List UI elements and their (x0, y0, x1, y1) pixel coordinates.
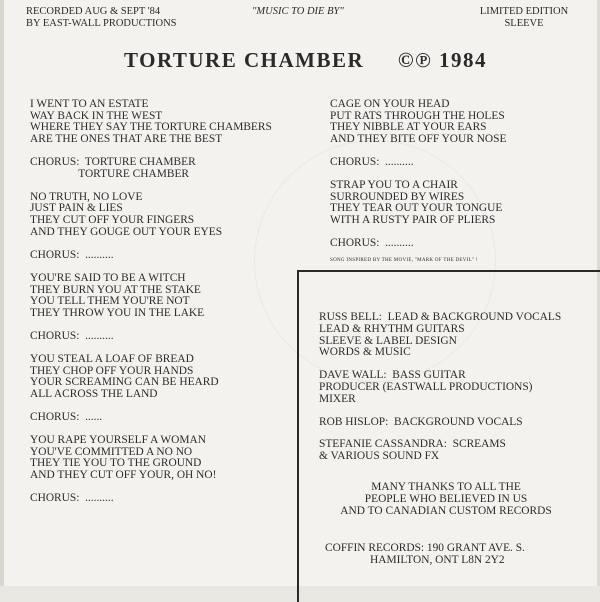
lyric-verse: CHORUS: TORTURE CHAMBER TORTURE CHAMBER (30, 155, 196, 180)
address-line-2: HAMILTON, ONT L8N 2Y2 (370, 554, 505, 566)
thanks-line: MANY THANKS TO ALL THE (371, 481, 521, 493)
lyric-verse: STRAP YOU TO A CHAIR SURROUNDED BY WIRES THEY TEAR OUT YOUR TONGUE WITH A RUSTY PAIR OF PLIERS (330, 179, 503, 226)
lyric-verse: CAGE ON YOUR HEAD PUT RATS THROUGH THE HOLES THEY NIBBLE AT YOUR EARS AND THEY BITE OFF YOUR NOSE (330, 98, 507, 145)
production-credit: BY EAST-WALL PRODUCTIONS (26, 18, 177, 29)
credit-group (319, 417, 561, 429)
credit-line: LEAD & RHYTHM GUITARS (319, 322, 465, 335)
address-line-1: COFFIN RECORDS: 190 GRANT AVE. S. (325, 542, 525, 554)
credit-group (319, 370, 561, 405)
lyric-verse: CHORUS: .......... (30, 492, 114, 505)
credits-box (297, 270, 600, 602)
label-address (325, 542, 525, 566)
lyrics-right-column (330, 99, 506, 267)
lyric-verse: CHORUS: .......... (30, 248, 114, 261)
album-tagline: "MUSIC TO DIE BY" (252, 6, 344, 17)
thanks-message (325, 482, 567, 517)
credit-line: DAVE WALL: BASS GUITAR (319, 369, 466, 382)
credit-line: & VARIOUS SOUND FX (319, 450, 440, 463)
lyric-verse: NO TRUTH, NO LOVE JUST PAIN & LIES THEY CUT OFF YOUR FINGERS AND THEY GOUGE OUT YOUR EYES (30, 190, 223, 238)
credit-line: STEFANIE CASSANDRA: SCREAMS (319, 438, 506, 451)
credit-line: PRODUCER (EASTWALL PRODUCTIONS) (319, 380, 533, 393)
thanks-line: PEOPLE WHO BELIEVED IN US (364, 492, 528, 505)
sleeve-label: SLEEVE (504, 18, 544, 29)
lyrics-left-column (30, 99, 272, 516)
credit-line: MIXER (319, 392, 356, 405)
credit-group (319, 312, 561, 359)
inspiration-note: SONG INSPIRED BY THE MOVIE, "MARK OF THE DEVIL" ! (330, 258, 478, 264)
lyric-verse: CHORUS: .......... (330, 155, 414, 168)
song-title: TORTURE CHAMBER ©℗ 1984 (124, 48, 488, 72)
credit-line: ROB HISLOP: BACKGROUND VOCALS (319, 415, 523, 428)
lyric-verse: CHORUS: ...... (30, 411, 103, 424)
lyric-verse: CHORUS: .......... (330, 237, 414, 250)
credit-line: SLEEVE & LABEL DESIGN (319, 334, 457, 347)
recording-date: RECORDED AUG & SEPT '84 (26, 6, 161, 17)
lyric-verse: YOU'RE SAID TO BE A WITCH THEY BURN YOU AT THE STAKE YOU TELL THEM YOU'RE NOT THEY THROW YOU IN THE LAKE (30, 271, 205, 319)
recording-info (26, 6, 177, 30)
credit-line: WORDS & MUSIC (319, 346, 411, 359)
edition-label: LIMITED EDITION (479, 6, 569, 17)
lyric-verse: CHORUS: .......... (30, 329, 114, 342)
credit-line: RUSS BELL: LEAD & BACKGROUND VOCALS (319, 311, 562, 323)
credits-list (319, 312, 561, 474)
lyric-verse: YOU STEAL A LOAF OF BREAD THEY CHOP OFF YOUR HANDS YOUR SCREAMING CAN BE HEARD ALL ACROSS THE LAND (30, 353, 219, 400)
credit-group (319, 439, 561, 463)
lyric-verse: YOU RAPE YOURSELF A WOMAN YOU'VE COMMITTED A NO NO THEY TIE YOU TO THE GROUND AND THEY CUT OFF YOUR, OH NO! (30, 434, 217, 481)
thanks-line: AND TO CANADIAN CUSTOM RECORDS (340, 504, 552, 517)
lyric-verse: I WENT TO AN ESTATE WAY BACK IN THE WEST WHERE THEY SAY THE TORTURE CHAMBERS ARE THE ONES THAT ARE THE BEST (30, 98, 272, 145)
edition-info (474, 6, 574, 30)
